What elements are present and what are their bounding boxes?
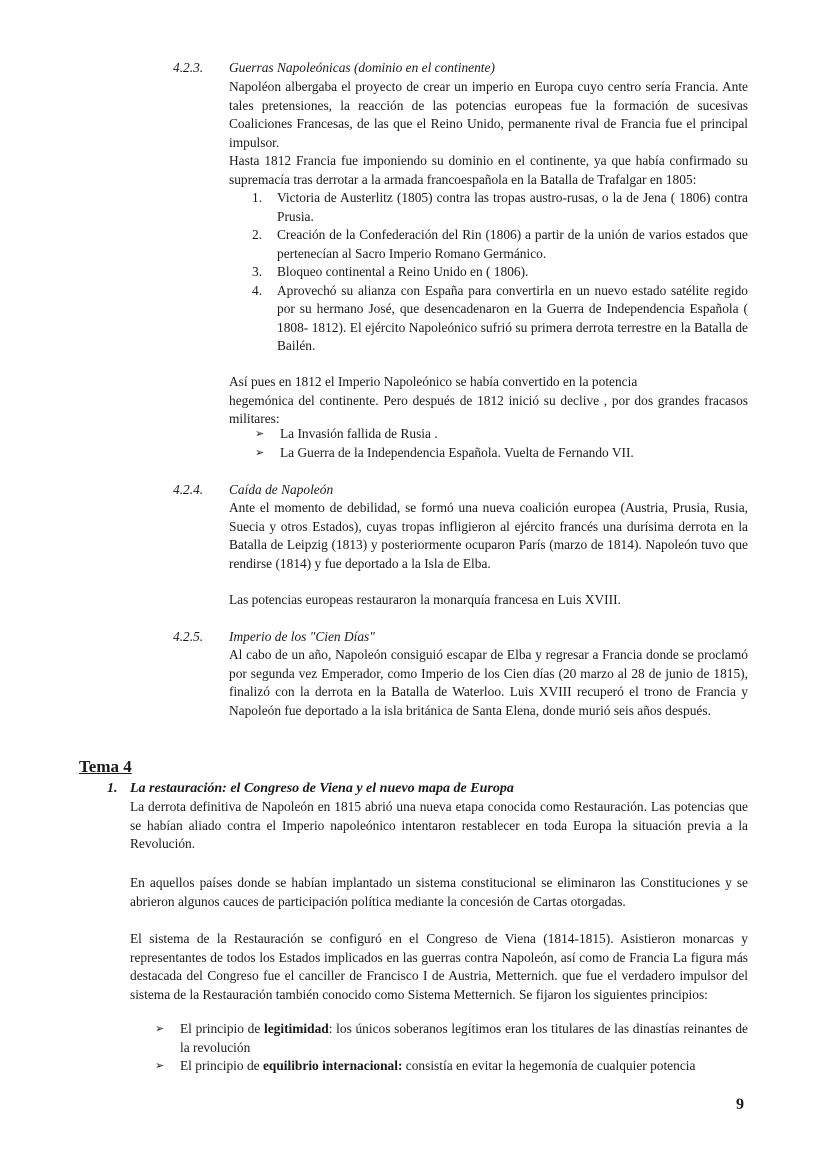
list-number: 3. <box>252 264 263 279</box>
list-text: La Invasión fallida de Rusia . <box>280 426 438 441</box>
section-title: Guerras Napoleónicas (dominio en el continente) <box>229 60 495 75</box>
list-text: Victoria de Austerlitz (1805) contra las tropas austro-rusas, o la de Jena ( 1806) contra Prusia. <box>277 190 748 224</box>
bullet-list <box>255 425 748 462</box>
paragraph: La derrota definitiva de Napoleón en 1815 abrió una nueva etapa conocida como Restauración. Las potencias que se habían aliado contra el Imperio napoleónico intentaron restablecer en toda Europa la situación previa a la Revolución. <box>130 799 748 851</box>
paragraph-text: hegemónica del continente. Pero después de 1812 inició su declive , por dos grandes fracasos militares: <box>229 392 748 426</box>
section-number: 4.2.4. <box>173 482 204 497</box>
chapter-title: Tema 4 <box>79 757 132 776</box>
paragraph: Ante el momento de debilidad, se formó una nueva coalición europea (Austria, Prusia, Rusia, Suecia y otros Estados), cuyas tropas infligieron al ejército francés una durísima derrota en la Batalla de Leipzig (1813) y posteriormente ocuparon París (marzo de 1814). Napoleón tuvo que rendirse (1814) y fue deportado a la Isla de Elba. <box>229 500 748 571</box>
paragraph <box>229 373 748 429</box>
list-text-post: : los únicos soberanos legítimos eran los titulares de las dinastías reinantes de la revolución <box>180 1021 748 1055</box>
list-text-pre: El principio de <box>180 1058 263 1073</box>
section-title: Imperio de los "Cien Días" <box>229 629 375 644</box>
section-number: 4.2.5. <box>173 629 204 644</box>
list-text: La Guerra de la Independencia Española. Vuelta de Fernando VII. <box>280 444 634 460</box>
list-item <box>252 226 748 263</box>
paragraph: El sistema de la Restauración se configuró en el Congreso de Viena (1814-1815). Asistieron monarcas y representantes de todos los Estados implicados en las guerras contra Napoleón, así como de Francia La figura más destacada del Congreso fue el canciller de Francisco I de Austria, Metternich. que fue el verdadero impulsor del sistema de la Restauración también conocido como Sistema Metternich. Se fijaron los siguientes principios: <box>130 931 748 1002</box>
paragraph: Napoléon albergaba el proyecto de crear un imperio en Europa cuyo centro sería Francia. Ante tales pretensiones, la reacción de las potencias europeas fue la formación de sucesivas Coaliciones Francesas, de las que el Reino Unido, permanente rival de Francia fue el principal impulsor. <box>229 79 748 150</box>
list-text: Aprovechó su alianza con España para convertirla en un nuevo estado satélite regido por su hermano José, que desencadenaron en la Guerra de Independencia Española ( 1808- 1812). El ejército Napoleónico sufrió su primera derrota terrestre en la Batalla de Bailén. <box>277 282 748 353</box>
list-item <box>252 263 748 282</box>
page-number: 9 <box>736 1096 744 1113</box>
list-text-pre: El principio de <box>180 1021 264 1036</box>
paragraph-line: Así pues en 1812 el Imperio Napoleónico se había convertido en la potencia <box>229 374 638 389</box>
paragraph: Hasta 1812 Francia fue imponiendo su dominio en el continente, ya que había confirmado su supremacía tras derrotar a la armada francoespañola en la Batalla de Trafalgar en 1805: <box>229 153 748 187</box>
section-title: Caída de Napoleón <box>229 482 334 497</box>
paragraph: Las potencias europeas restauraron la monarquía francesa en Luis XVIII. <box>229 592 621 607</box>
list-number: 2. <box>252 227 263 242</box>
list-item <box>252 282 748 356</box>
arrow-bullet-icon: ➢ <box>255 445 265 459</box>
bullet-list <box>155 1020 748 1076</box>
heading-number: 1. <box>107 781 118 796</box>
list-item <box>155 1057 748 1076</box>
paragraph: Al cabo de un año, Napoleón consiguió escapar de Elba y regresar a Francia donde se proclamó por segunda vez Emperador, como Imperio de los Cien días (20 marzo al 28 de junio de 1815), finalizó con la derrota en la Batalla de Waterloo. Luis XVIII recuperó el trono de Francia y Napoleón fue deportado a la isla británica de Santa Elena, donde murió seis años después. <box>229 647 748 718</box>
list-item <box>155 1020 748 1057</box>
section-heading <box>107 780 514 799</box>
list-text-bold: equilibrio internacional: <box>262 1058 403 1073</box>
arrow-bullet-icon: ➢ <box>155 1059 165 1072</box>
list-text: Bloqueo continental a Reino Unido en ( 1806). <box>277 264 529 279</box>
list-text-post: consistía en evitar la hegemonía de cualquier potencia <box>402 1058 696 1073</box>
list-item <box>255 444 748 463</box>
list-text-bold: legitimidad <box>264 1021 329 1036</box>
list-number: 4. <box>252 282 263 298</box>
section-number: 4.2.3. <box>173 60 204 75</box>
numbered-list <box>252 189 748 356</box>
paragraph: En aquellos países donde se habían implantado un sistema constitucional se eliminaron las Constituciones y se abrieron algunos cauces de participación política mediante la concesión de Cartas otorgadas. <box>130 875 748 909</box>
list-text: Creación de la Confederación del Rin (1806) a partir de la unión de varios estados que pertenecían al Sacro Imperio Romano Germánico. <box>277 227 748 261</box>
arrow-bullet-icon: ➢ <box>255 427 265 440</box>
list-number: 1. <box>252 190 263 205</box>
list-item <box>252 189 748 226</box>
heading-text: La restauración: el Congreso de Viena y el nuevo mapa de Europa <box>130 781 514 796</box>
list-item <box>255 425 748 444</box>
arrow-bullet-icon: ➢ <box>155 1022 165 1035</box>
